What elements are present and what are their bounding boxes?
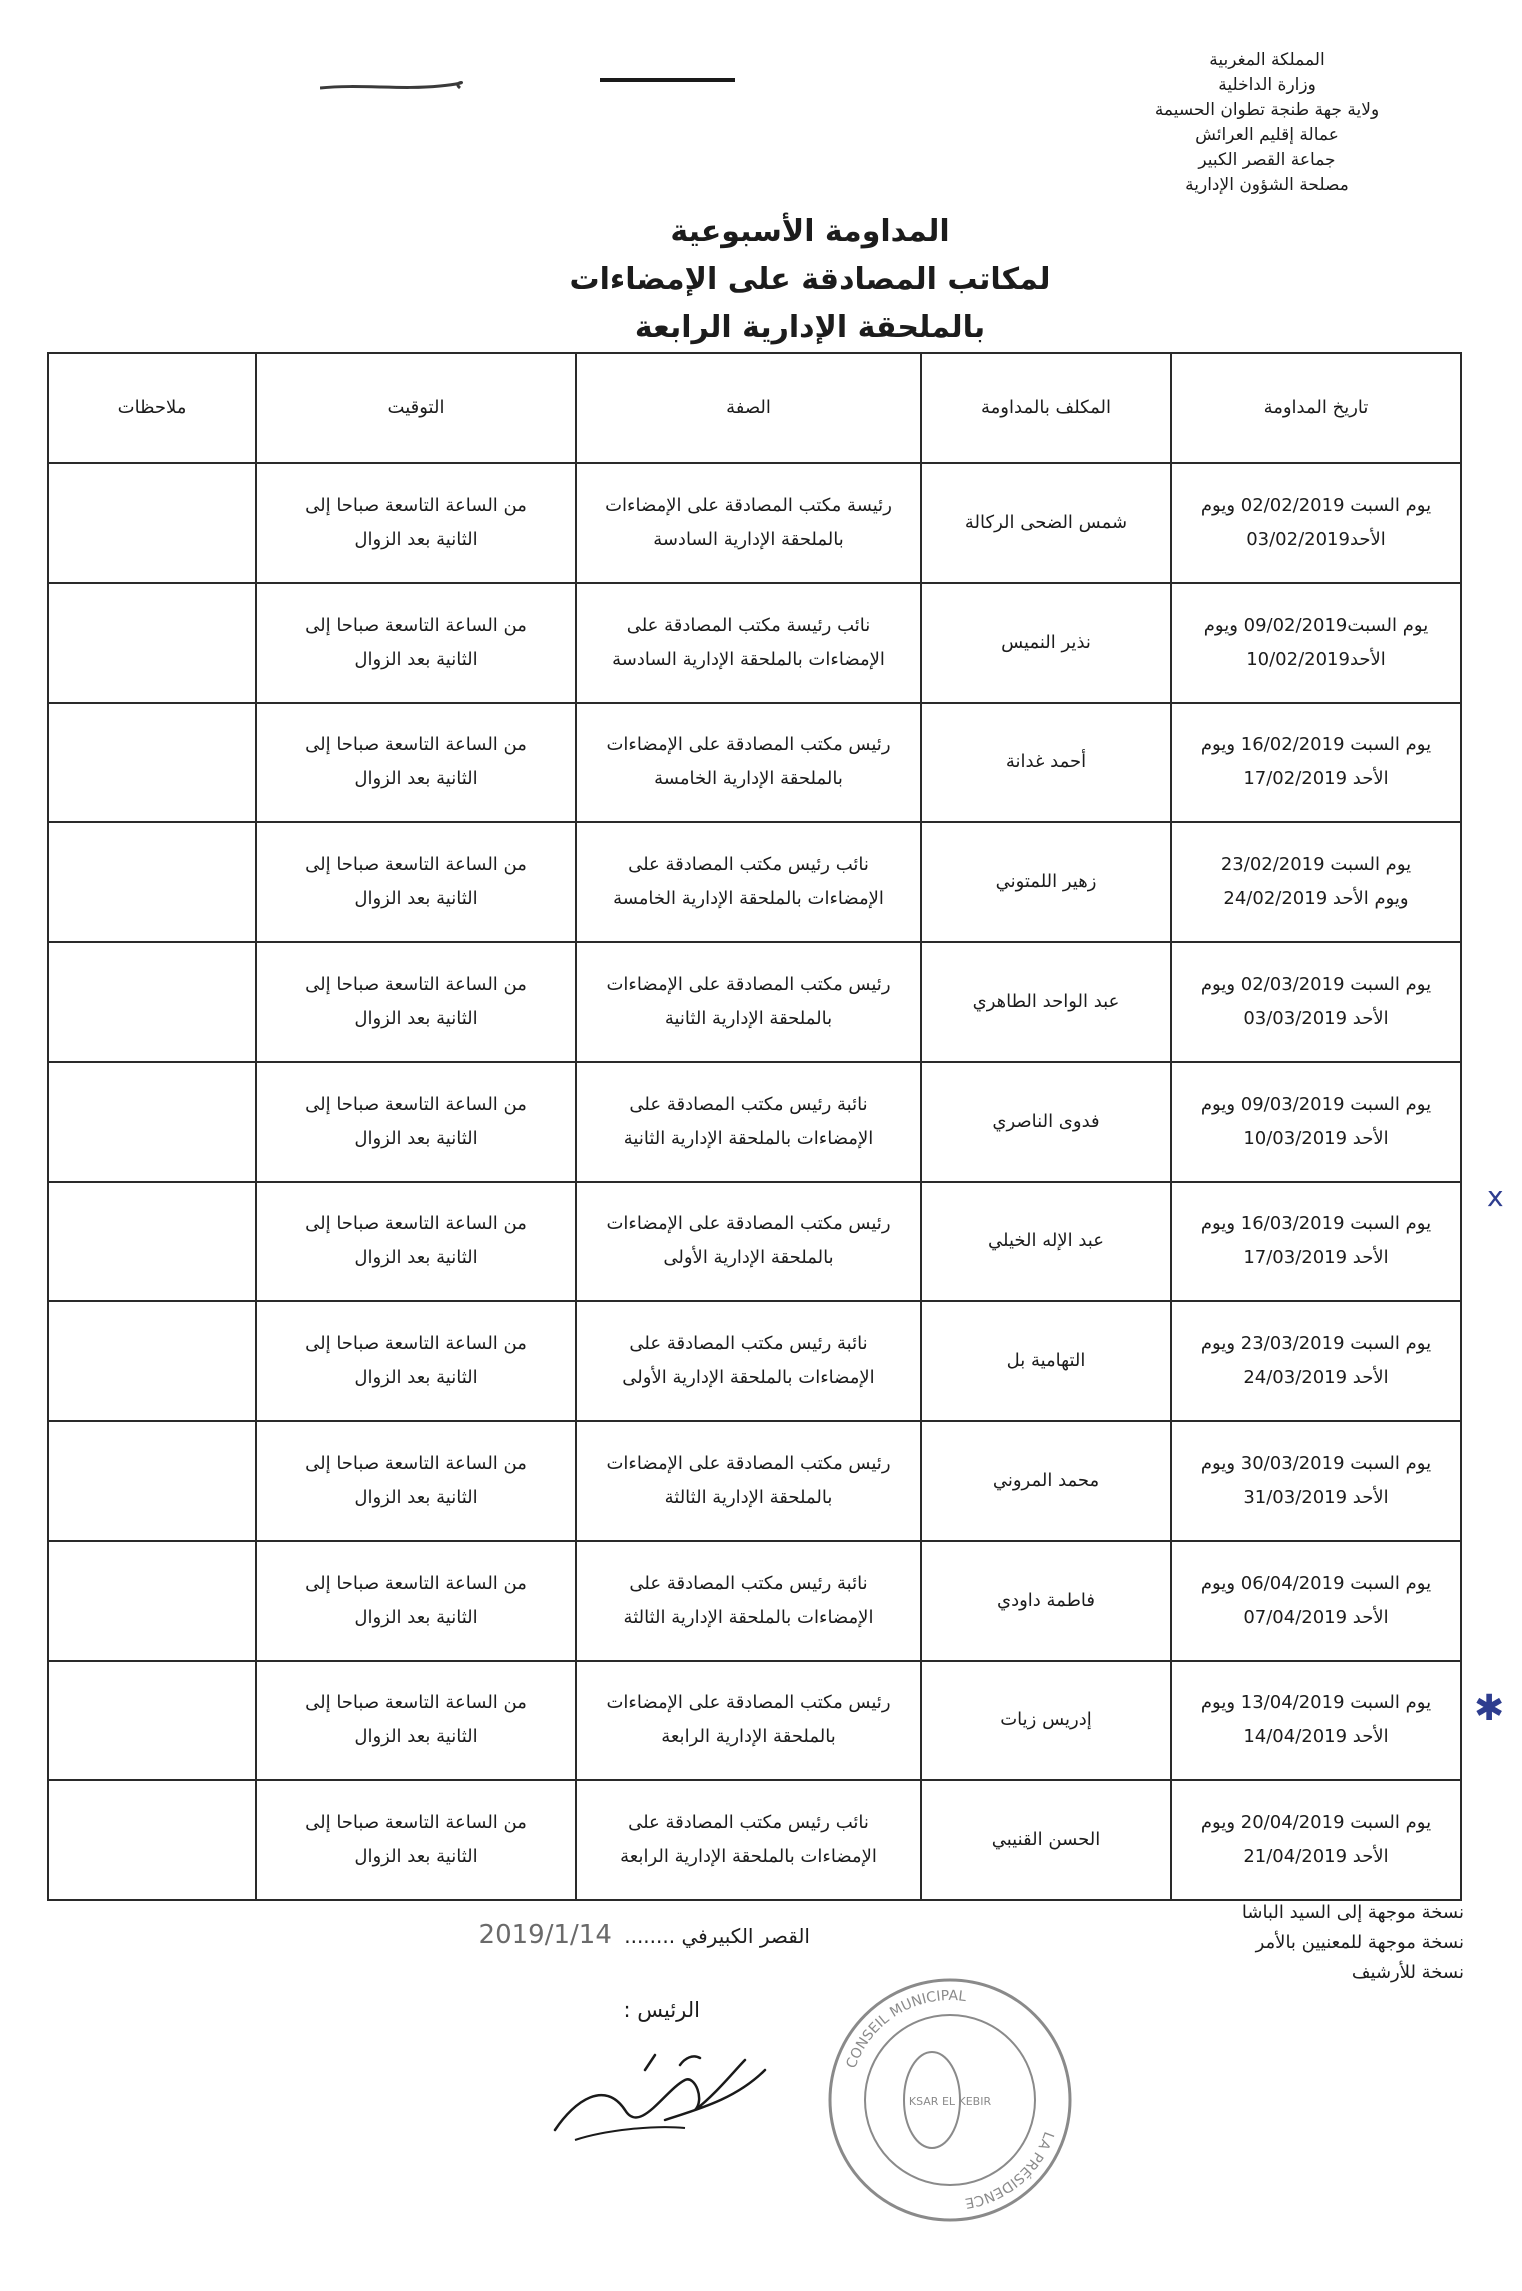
role-cell — [576, 1182, 921, 1302]
date-cell — [1171, 942, 1461, 1062]
date-text: يوم السبت 16/02/2019 ويوم — [1200, 734, 1432, 756]
time-text: الثانية بعد الزوال — [354, 1247, 478, 1269]
role-cell — [576, 1661, 921, 1781]
role-text: بالملحقة الإدارية الخامسة — [654, 768, 843, 790]
date-text: يوم السبت 13/04/2019 ويوم — [1200, 1692, 1432, 1714]
handwritten-signature — [545, 2040, 805, 2150]
time-text: الثانية بعد الزوال — [354, 1367, 478, 1389]
date-cell — [1171, 1780, 1461, 1900]
time-text: من الساعة التاسعة صباحا إلى — [305, 1452, 527, 1474]
name-text: عبد الواحد الطاهري — [972, 990, 1120, 1012]
title-line-2: لمكاتب المصادقة على الإمضاءات — [569, 262, 1051, 297]
date-text: الأحد 24/03/2019 — [1243, 1367, 1389, 1389]
role-text: رئيس مكتب المصادقة على الإمضاءات — [606, 1213, 891, 1235]
time-text: الثانية بعد الزوال — [354, 1127, 478, 1149]
date-text: يوم السبت 02/02/2019 ويوم — [1200, 494, 1432, 516]
role-cell — [576, 942, 921, 1062]
table-row — [48, 1062, 1461, 1182]
date-text: الأحد03/02/2019 — [1246, 528, 1386, 550]
name-text: نذير النميس — [1001, 631, 1091, 653]
margin-mark-icon: ✱ — [1474, 1688, 1505, 1729]
role-cell — [576, 1062, 921, 1182]
name-cell — [921, 583, 1171, 703]
column-header: تاريخ المداومة — [1171, 353, 1461, 463]
notes-cell — [48, 703, 256, 823]
notes-cell — [48, 463, 256, 583]
role-text: رئيس مكتب المصادقة على الإمضاءات — [606, 734, 891, 756]
title-line-3: بالملحقة الإدارية الرابعة — [634, 310, 986, 345]
role-text: رئيس مكتب المصادقة على الإمضاءات — [606, 973, 891, 995]
schedule-table — [47, 352, 1462, 1901]
role-text: نائب رئيسة مكتب المصادقة على — [626, 614, 871, 636]
table-row — [48, 1780, 1461, 1900]
time-cell — [256, 703, 576, 823]
date-cell — [1171, 822, 1461, 942]
time-text: من الساعة التاسعة صباحا إلى — [305, 1093, 527, 1115]
table-row — [48, 1182, 1461, 1302]
date-cell — [1171, 1421, 1461, 1541]
date-stamp: 2019/1/14 — [478, 1920, 612, 1950]
notes-cell — [48, 1421, 256, 1541]
date-text: يوم السبت 02/03/2019 ويوم — [1200, 973, 1432, 995]
table-row — [48, 463, 1461, 583]
time-text: الثانية بعد الزوال — [354, 768, 478, 790]
time-text: الثانية بعد الزوال — [354, 648, 478, 670]
table-row — [48, 1301, 1461, 1421]
name-cell — [921, 1661, 1171, 1781]
margin-mark-icon: x — [1487, 1180, 1504, 1213]
time-cell — [256, 1541, 576, 1661]
name-text: عبد الإله الخيلي — [988, 1230, 1104, 1252]
name-cell — [921, 1780, 1171, 1900]
role-text: نائب رئيس مكتب المصادقة على — [628, 1812, 869, 1834]
time-text: الثانية بعد الزوال — [354, 528, 478, 550]
header-line: وزارة الداخلية — [1218, 75, 1316, 95]
stamp-presidence-text: LA PRÉSIDENCE — [963, 2129, 1057, 2211]
place-text: القصر الكبيرفي — [681, 1924, 810, 1948]
role-text: نائبة رئيس مكتب المصادقة على — [629, 1572, 868, 1594]
date-cell — [1171, 1541, 1461, 1661]
time-cell — [256, 1421, 576, 1541]
time-text: من الساعة التاسعة صباحا إلى — [305, 734, 527, 756]
date-text: يوم السبت 06/04/2019 ويوم — [1200, 1572, 1432, 1594]
time-cell — [256, 583, 576, 703]
name-text: أحمد غدانة — [1005, 751, 1087, 773]
time-text: الثانية بعد الزوال — [354, 888, 478, 910]
date-text: يوم السبت09/02/2019 ويوم — [1203, 614, 1429, 636]
time-cell — [256, 1182, 576, 1302]
table-header-row — [48, 353, 1461, 463]
role-text: رئيس مكتب المصادقة على الإمضاءات — [606, 1692, 891, 1714]
role-text: الإمضاءات بالملحقة الإدارية الثانية — [623, 1127, 874, 1149]
name-text: شمس الضحى الركالة — [964, 511, 1128, 533]
date-text: الأحد 31/03/2019 — [1243, 1486, 1389, 1508]
notes-cell — [48, 942, 256, 1062]
date-text: يوم السبت 16/03/2019 ويوم — [1200, 1213, 1432, 1235]
role-text: نائبة رئيس مكتب المصادقة على — [629, 1333, 868, 1355]
date-text: يوم السبت 23/03/2019 ويوم — [1200, 1333, 1432, 1355]
name-text: محمد المروني — [992, 1469, 1100, 1491]
role-cell — [576, 1541, 921, 1661]
table-row — [48, 942, 1461, 1062]
time-text: الثانية بعد الزوال — [354, 1726, 478, 1748]
dotted-filler: ........ — [624, 1924, 676, 1948]
header-line: عمالة إقليم العرائش — [1195, 125, 1339, 145]
notes-cell — [48, 1541, 256, 1661]
name-text: الحسن القنيبي — [991, 1829, 1101, 1851]
place-date-line — [340, 1920, 810, 1950]
date-text: الأحد 10/03/2019 — [1243, 1127, 1389, 1149]
role-text: الإمضاءات بالملحقة الإدارية الثالثة — [623, 1606, 874, 1628]
time-text: الثانية بعد الزوال — [354, 1846, 478, 1868]
time-text: الثانية بعد الزوال — [354, 1007, 478, 1029]
date-text: الأحد 17/03/2019 — [1243, 1247, 1389, 1269]
role-text: بالملحقة الإدارية الأولى — [663, 1247, 834, 1269]
copy-line: نسخة موجهة للمعنيين بالأمر — [1255, 1932, 1464, 1953]
name-text: إدريس زيات — [1000, 1709, 1092, 1731]
time-cell — [256, 1301, 576, 1421]
time-text: من الساعة التاسعة صباحا إلى — [305, 1333, 527, 1355]
name-cell — [921, 822, 1171, 942]
notes-cell — [48, 1062, 256, 1182]
time-text: من الساعة التاسعة صباحا إلى — [305, 1213, 527, 1235]
time-text: من الساعة التاسعة صباحا إلى — [305, 1812, 527, 1834]
role-text: بالملحقة الإدارية الثانية — [664, 1007, 833, 1029]
role-text: الإمضاءات بالملحقة الإدارية الخامسة — [613, 888, 884, 910]
copy-line: نسخة للأرشيف — [1351, 1962, 1464, 1983]
header-line: المملكة المغربية — [1209, 50, 1325, 70]
time-text: الثانية بعد الزوال — [354, 1606, 478, 1628]
header-line: مصلحة الشؤون الإدارية — [1185, 175, 1349, 195]
notes-cell — [48, 1780, 256, 1900]
date-text: يوم السبت 20/04/2019 ويوم — [1200, 1812, 1432, 1834]
time-cell — [256, 1780, 576, 1900]
date-text: الأحد 17/02/2019 — [1243, 768, 1389, 790]
copies-list — [1134, 1898, 1464, 1988]
time-cell — [256, 1062, 576, 1182]
name-cell — [921, 1301, 1171, 1421]
name-text: زهير اللمتوني — [995, 871, 1097, 893]
time-text: من الساعة التاسعة صباحا إلى — [305, 494, 527, 516]
role-cell — [576, 1301, 921, 1421]
svg-text:CONSEIL MUNICIPAL — [844, 1988, 968, 2071]
name-cell — [921, 1421, 1171, 1541]
time-text: الثانية بعد الزوال — [354, 1486, 478, 1508]
date-text: يوم السبت 23/02/2019 — [1220, 854, 1412, 876]
time-cell — [256, 463, 576, 583]
copy-line: نسخة موجهة إلى السيد الباشا — [1241, 1902, 1464, 1923]
president-label: الرئيس : — [623, 1998, 700, 2022]
name-cell — [921, 1541, 1171, 1661]
notes-cell — [48, 583, 256, 703]
role-text: بالملحقة الإدارية الثالثة — [664, 1486, 833, 1508]
role-text: رئيس مكتب المصادقة على الإمضاءات — [606, 1452, 891, 1474]
title-line-1: المداومة الأسبوعية — [670, 214, 950, 249]
date-cell — [1171, 463, 1461, 583]
date-text: يوم السبت 09/03/2019 ويوم — [1200, 1093, 1432, 1115]
table-row — [48, 583, 1461, 703]
table-row — [48, 1661, 1461, 1781]
table-row — [48, 703, 1461, 823]
svg-text:LA PRÉSIDENCE — [964, 2129, 1057, 2210]
date-cell — [1171, 583, 1461, 703]
letterhead — [1087, 48, 1447, 198]
role-text: الإمضاءات بالملحقة الإدارية السادسة — [612, 648, 885, 670]
role-text: الإمضاءات بالملحقة الإدارية الرابعة — [620, 1846, 877, 1868]
name-cell — [921, 1182, 1171, 1302]
name-cell — [921, 463, 1171, 583]
date-cell — [1171, 703, 1461, 823]
time-cell — [256, 1661, 576, 1781]
name-text: فدوى الناصري — [992, 1110, 1100, 1132]
official-stamp-seal — [820, 1970, 1080, 2230]
role-text: بالملحقة الإدارية الرابعة — [661, 1726, 836, 1748]
role-cell — [576, 822, 921, 942]
notes-cell — [48, 822, 256, 942]
header-line: ولاية جهة طنجة تطوان الحسيمة — [1154, 100, 1380, 120]
name-text: التهامية بل — [1006, 1350, 1086, 1372]
date-cell — [1171, 1301, 1461, 1421]
notes-cell — [48, 1182, 256, 1302]
document-title — [560, 208, 1060, 352]
date-text: الأحد 07/04/2019 — [1243, 1606, 1389, 1628]
date-text: ويوم الأحد 24/02/2019 — [1223, 888, 1409, 910]
role-cell — [576, 1421, 921, 1541]
role-text: رئيسة مكتب المصادقة على الإمضاءات — [605, 494, 892, 516]
time-cell — [256, 822, 576, 942]
role-text: نائبة رئيس مكتب المصادقة على — [629, 1093, 868, 1115]
time-text: من الساعة التاسعة صباحا إلى — [305, 973, 527, 995]
name-cell — [921, 942, 1171, 1062]
role-cell — [576, 463, 921, 583]
stamp-city-text: KSAR EL KEBIR — [908, 2095, 992, 2108]
date-text: يوم السبت 30/03/2019 ويوم — [1200, 1452, 1432, 1474]
name-text: فاطمة داودي — [996, 1589, 1095, 1611]
time-text: من الساعة التاسعة صباحا إلى — [305, 614, 527, 636]
notes-cell — [48, 1301, 256, 1421]
stamp-council-text: CONSEIL MUNICIPAL — [843, 1987, 968, 2071]
table-row — [48, 822, 1461, 942]
column-header: المكلف بالمداومة — [921, 353, 1171, 463]
role-text: الإمضاءات بالملحقة الإدارية الأولى — [622, 1367, 875, 1389]
column-header: ملاحظات — [48, 353, 256, 463]
pen-scribble — [320, 70, 740, 100]
role-text: نائب رئيس مكتب المصادقة على — [628, 854, 869, 876]
date-text: الأحد10/02/2019 — [1246, 648, 1386, 670]
notes-cell — [48, 1661, 256, 1781]
date-cell — [1171, 1661, 1461, 1781]
time-text: من الساعة التاسعة صباحا إلى — [305, 1692, 527, 1714]
role-cell — [576, 583, 921, 703]
column-header: الصفة — [576, 353, 921, 463]
time-text: من الساعة التاسعة صباحا إلى — [305, 1572, 527, 1594]
table-row — [48, 1421, 1461, 1541]
date-cell — [1171, 1062, 1461, 1182]
date-cell — [1171, 1182, 1461, 1302]
date-text: الأحد 21/04/2019 — [1243, 1846, 1389, 1868]
date-text: الأحد 03/03/2019 — [1243, 1007, 1389, 1029]
role-cell — [576, 1780, 921, 1900]
name-cell — [921, 1062, 1171, 1182]
table-row — [48, 1541, 1461, 1661]
date-text: الأحد 14/04/2019 — [1243, 1726, 1389, 1748]
time-cell — [256, 942, 576, 1062]
header-line: جماعة القصر الكبير — [1198, 150, 1336, 170]
role-text: بالملحقة الإدارية السادسة — [653, 528, 844, 550]
name-cell — [921, 703, 1171, 823]
column-header: التوقيت — [256, 353, 576, 463]
time-text: من الساعة التاسعة صباحا إلى — [305, 854, 527, 876]
role-cell — [576, 703, 921, 823]
